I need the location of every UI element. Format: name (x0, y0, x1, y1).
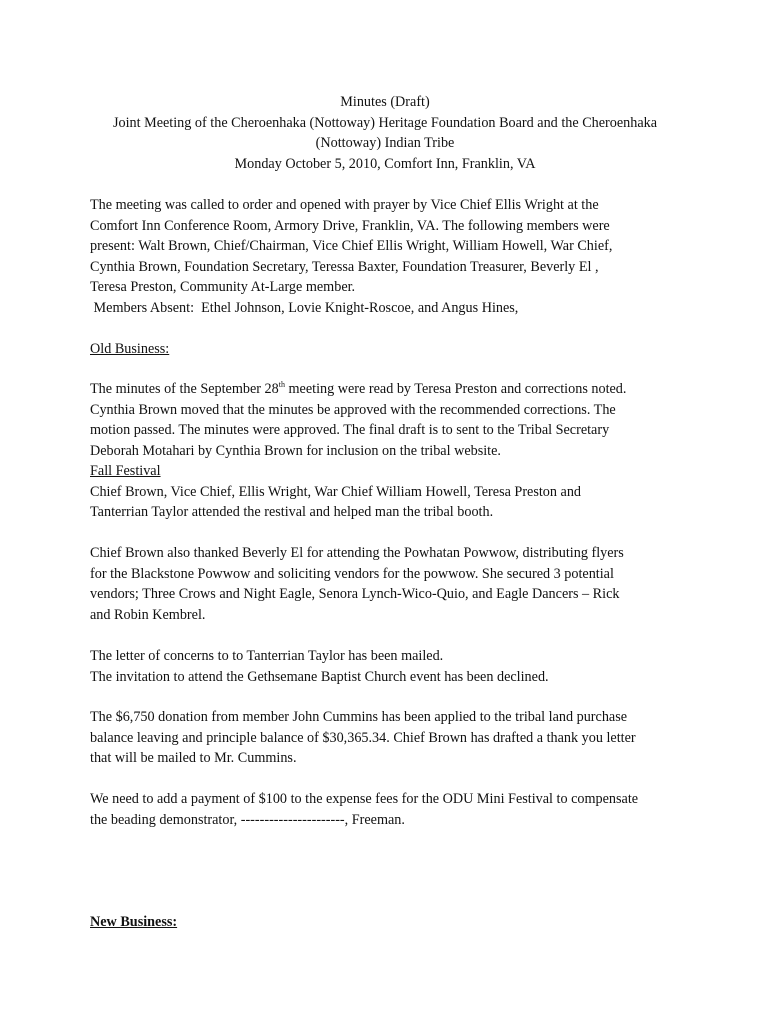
donation-paragraph (90, 707, 690, 769)
fall-festival-line: Tanterrian Taylor attended the restival and helped man the tribal booth. (90, 504, 494, 520)
odu-line: the beading demonstrator, ----------------------, Freeman. (90, 811, 405, 828)
minutes-line: Cynthia Brown moved that the minutes be approved with the recommended corrections. The (90, 401, 616, 418)
meeting-title-line-2: (Nottoway) Indian Tribe (315, 135, 455, 151)
old-business-heading: Old Business: (90, 341, 170, 357)
intro-line: The meeting was called to order and opened with prayer by Vice Chief Ellis Wright at the (90, 197, 599, 213)
new-business-heading: New Business: (90, 914, 178, 930)
meeting-date-location: Monday October 5, 2010, Comfort Inn, Franklin, VA (234, 155, 536, 172)
donation-line: that will be mailed to Mr. Cummins. (90, 750, 297, 766)
letters-paragraph (90, 646, 690, 687)
minutes-line-text: The minutes of the September 28 (90, 381, 279, 397)
powwow-line: Chief Brown also thanked Beverly El for attending the Powhatan Powwow, distributing flyers (90, 545, 624, 561)
ordinal-suffix: th (278, 380, 285, 389)
minutes-line-text: meeting were read by Teresa Preston and corrections noted. (284, 381, 627, 397)
fall-festival-line: Chief Brown, Vice Chief, Ellis Wright, War Chief William Howell, Teresa Preston and (90, 483, 582, 500)
powwow-line: for the Blackstone Powwow and soliciting vendors for the powwow. She secured 3 potential (90, 565, 614, 582)
odu-paragraph (90, 789, 690, 830)
minutes-paragraph (90, 379, 690, 523)
intro-line: Teresa Preston, Community At-Large member. (90, 279, 356, 295)
minutes-line (90, 379, 690, 400)
powwow-line: and Robin Kembrel. (90, 606, 206, 623)
old-business-section (90, 339, 690, 360)
intro-line: present: Walt Brown, Chief/Chairman, Vice Chief Ellis Wright, William Howell, War Chief, (90, 238, 613, 254)
letters-line: The letter of concerns to to Tanterrian Taylor has been mailed. (90, 648, 444, 664)
meeting-title-line-1: Joint Meeting of the Cheroenhaka (Nottoway) Heritage Foundation Board and the Cheroenhaka (112, 114, 658, 131)
minutes-line: motion passed. The minutes were approved. The final draft is to sent to the Tribal Secretary (90, 422, 610, 438)
minutes-header (80, 92, 690, 174)
members-absent-line: Members Absent: Ethel Johnson, Lovie Knight-Roscoe, and Angus Hines, (90, 299, 519, 316)
letters-line: The invitation to attend the Gethsemane Baptist Church event has been declined. (90, 668, 549, 685)
donation-line: balance leaving and principle balance of $30,365.34. Chief Brown has drafted a thank you letter (90, 729, 636, 746)
powwow-paragraph (90, 543, 690, 625)
donation-line: The $6,750 donation from member John Cummins has been applied to the tribal land purchase (90, 709, 628, 725)
document-title: Minutes (Draft) (340, 94, 430, 110)
intro-line: Comfort Inn Conference Room, Armory Drive, Franklin, VA. The following members were (90, 217, 610, 234)
fall-festival-heading: Fall Festival (90, 463, 161, 479)
odu-line: We need to add a payment of $100 to the expense fees for the ODU Mini Festival to compensate (90, 791, 639, 807)
powwow-line: vendors; Three Crows and Night Eagle, Senora Lynch-Wico-Quio, and Eagle Dancers – Rick (90, 586, 620, 602)
minutes-line: Deborah Motahari by Cynthia Brown for inclusion on the tribal website. (90, 442, 501, 459)
new-business-section (90, 912, 690, 933)
intro-line: Cynthia Brown, Foundation Secretary, Teressa Baxter, Foundation Treasurer, Beverly El , (90, 258, 599, 275)
intro-paragraph (90, 195, 690, 318)
